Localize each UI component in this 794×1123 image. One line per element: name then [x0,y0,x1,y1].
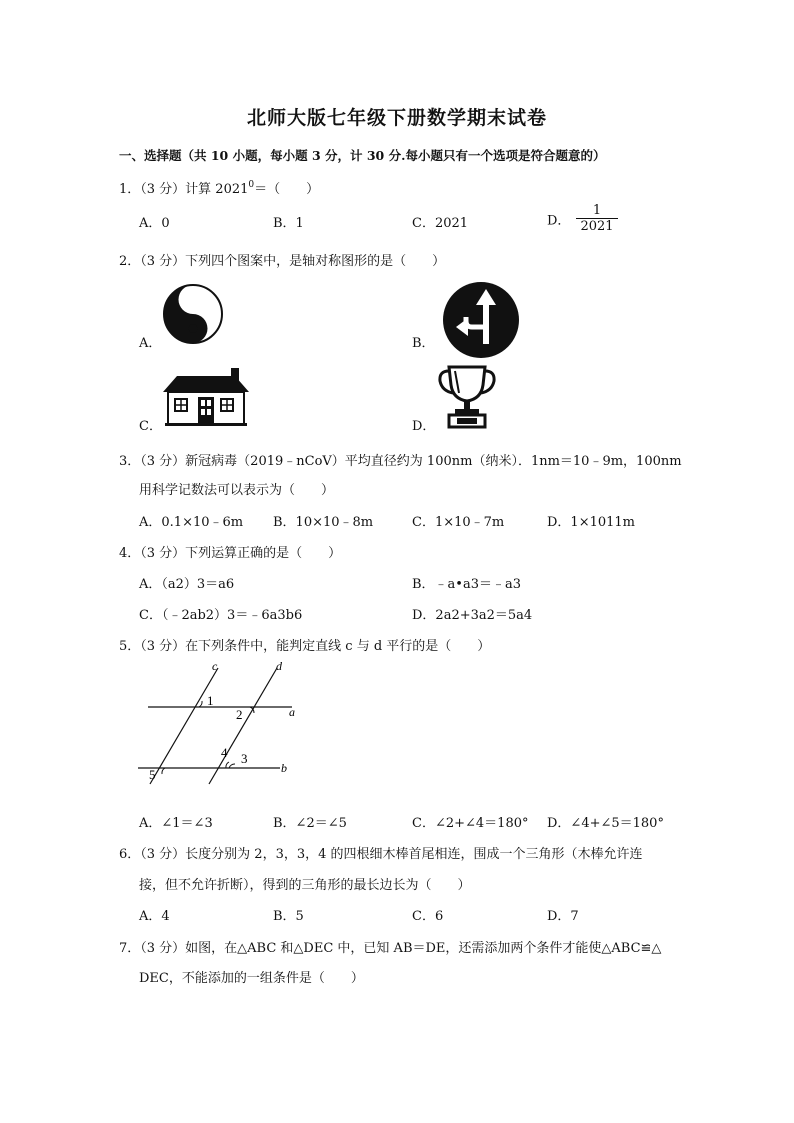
q3-stem-line2: 用科学记数法可以表示为（ ） [139,483,335,498]
angle-label-1: 1 [207,693,214,708]
traffic-arrow-sign-icon [442,281,520,359]
q6-stem-line1: 6．（3 分）长度分别为 2，3，3，4 的四根细木棒首尾相连，围成一个三角形（木棒允许连 [119,847,643,862]
q3-option-b: B．10×10﹣8m [273,515,374,530]
q3-option-d: D．1×1011m [547,515,635,530]
q1-exponent: 0 [248,180,255,190]
section-heading: 一、选择题（共 10 小题，每小题 3 分，计 30 分.每小题只有一个选项是符合题意的） [119,148,606,163]
q1-stem [119,178,319,197]
q1-stem-text: 1．（3 分）计算 2021 [119,182,249,197]
q6-option-a: A．4 [139,909,170,924]
q4-option-d: D．2a2+3a2＝5a4 [412,608,533,623]
q1-option-a: A．0 [139,216,170,231]
q2-stem: 2．（3 分）下列四个图案中，是轴对称图形的是（ ） [119,254,446,269]
q5-option-c: C．∠2+∠4＝180° [412,816,529,831]
q3-option-a: A．0.1×10﹣6m [139,515,244,530]
q6-option-c: C．6 [412,909,444,924]
q5-option-b: B．∠2＝∠5 [273,816,347,831]
q5-option-a: A．∠1＝∠3 [139,816,213,831]
label-a: a [289,705,295,719]
label-b: b [281,761,287,775]
q4-option-a: A．（a2）3＝a6 [139,577,235,592]
label-c: c [212,659,218,673]
q1-fraction-numerator: 1 [576,204,617,219]
q7-stem-line1: 7．（3 分）如图，在△ABC 和△DEC 中，已知 AB＝DE，还需添加两个条件才能使△ABC≌△ [119,941,662,956]
line-c [150,668,218,784]
q1-stem-tail: ＝（ ） [254,182,320,197]
q2-option-b: B． [412,336,435,351]
angle-label-4: 4 [221,745,228,760]
q2-option-d: D． [412,419,436,434]
q6-option-d: D．7 [547,909,579,924]
angle-label-2: 2 [236,707,243,722]
line-d [209,668,277,784]
page-title: 北师大版七年级下册数学期末试卷 [246,107,547,129]
trophy-icon [437,363,497,429]
q4-stem: 4．（3 分）下列运算正确的是（ ） [119,546,342,561]
q4-option-b: B．﹣a•a3＝﹣a3 [412,577,522,592]
label-d: d [276,659,282,673]
parallel-lines-diagram [132,656,302,786]
q3-option-c: C．1×10﹣7m [412,515,505,530]
yin-yang-icon [162,283,224,345]
q2-option-c: C． [139,419,162,434]
q1-fraction [576,204,617,234]
q6-option-b: B．5 [273,909,304,924]
q3-stem-line1: 3．（3 分）新冠病毒（2019﹣nCoV）平均直径约为 100nm（纳米）．1nm＝10﹣9m，100nm [119,454,682,469]
q7-stem-line2: DEC，不能添加的一组条件是（ ） [139,971,364,986]
q2-option-a: A． [139,336,162,351]
q5-option-d: D．∠4+∠5＝180° [547,816,664,831]
q1-option-c: C．2021 [412,216,469,231]
q1-option-b: B．1 [273,216,304,231]
q5-stem: 5．（3 分）在下列条件中，能判定直线 c 与 d 平行的是（ ） [119,639,491,654]
q1-option-d-label: D． [547,213,571,229]
house-icon [163,366,249,426]
q6-stem-line2: 接，但不允许折断），得到的三角形的最长边长为（ ） [139,878,471,893]
q1-fraction-denominator: 2021 [580,219,614,234]
angle-label-3: 3 [241,751,248,766]
q4-option-c: C．（﹣2ab2）3＝﹣6a3b6 [139,608,303,623]
q1-option-d [547,204,618,234]
angle-label-5: 5 [149,767,156,782]
